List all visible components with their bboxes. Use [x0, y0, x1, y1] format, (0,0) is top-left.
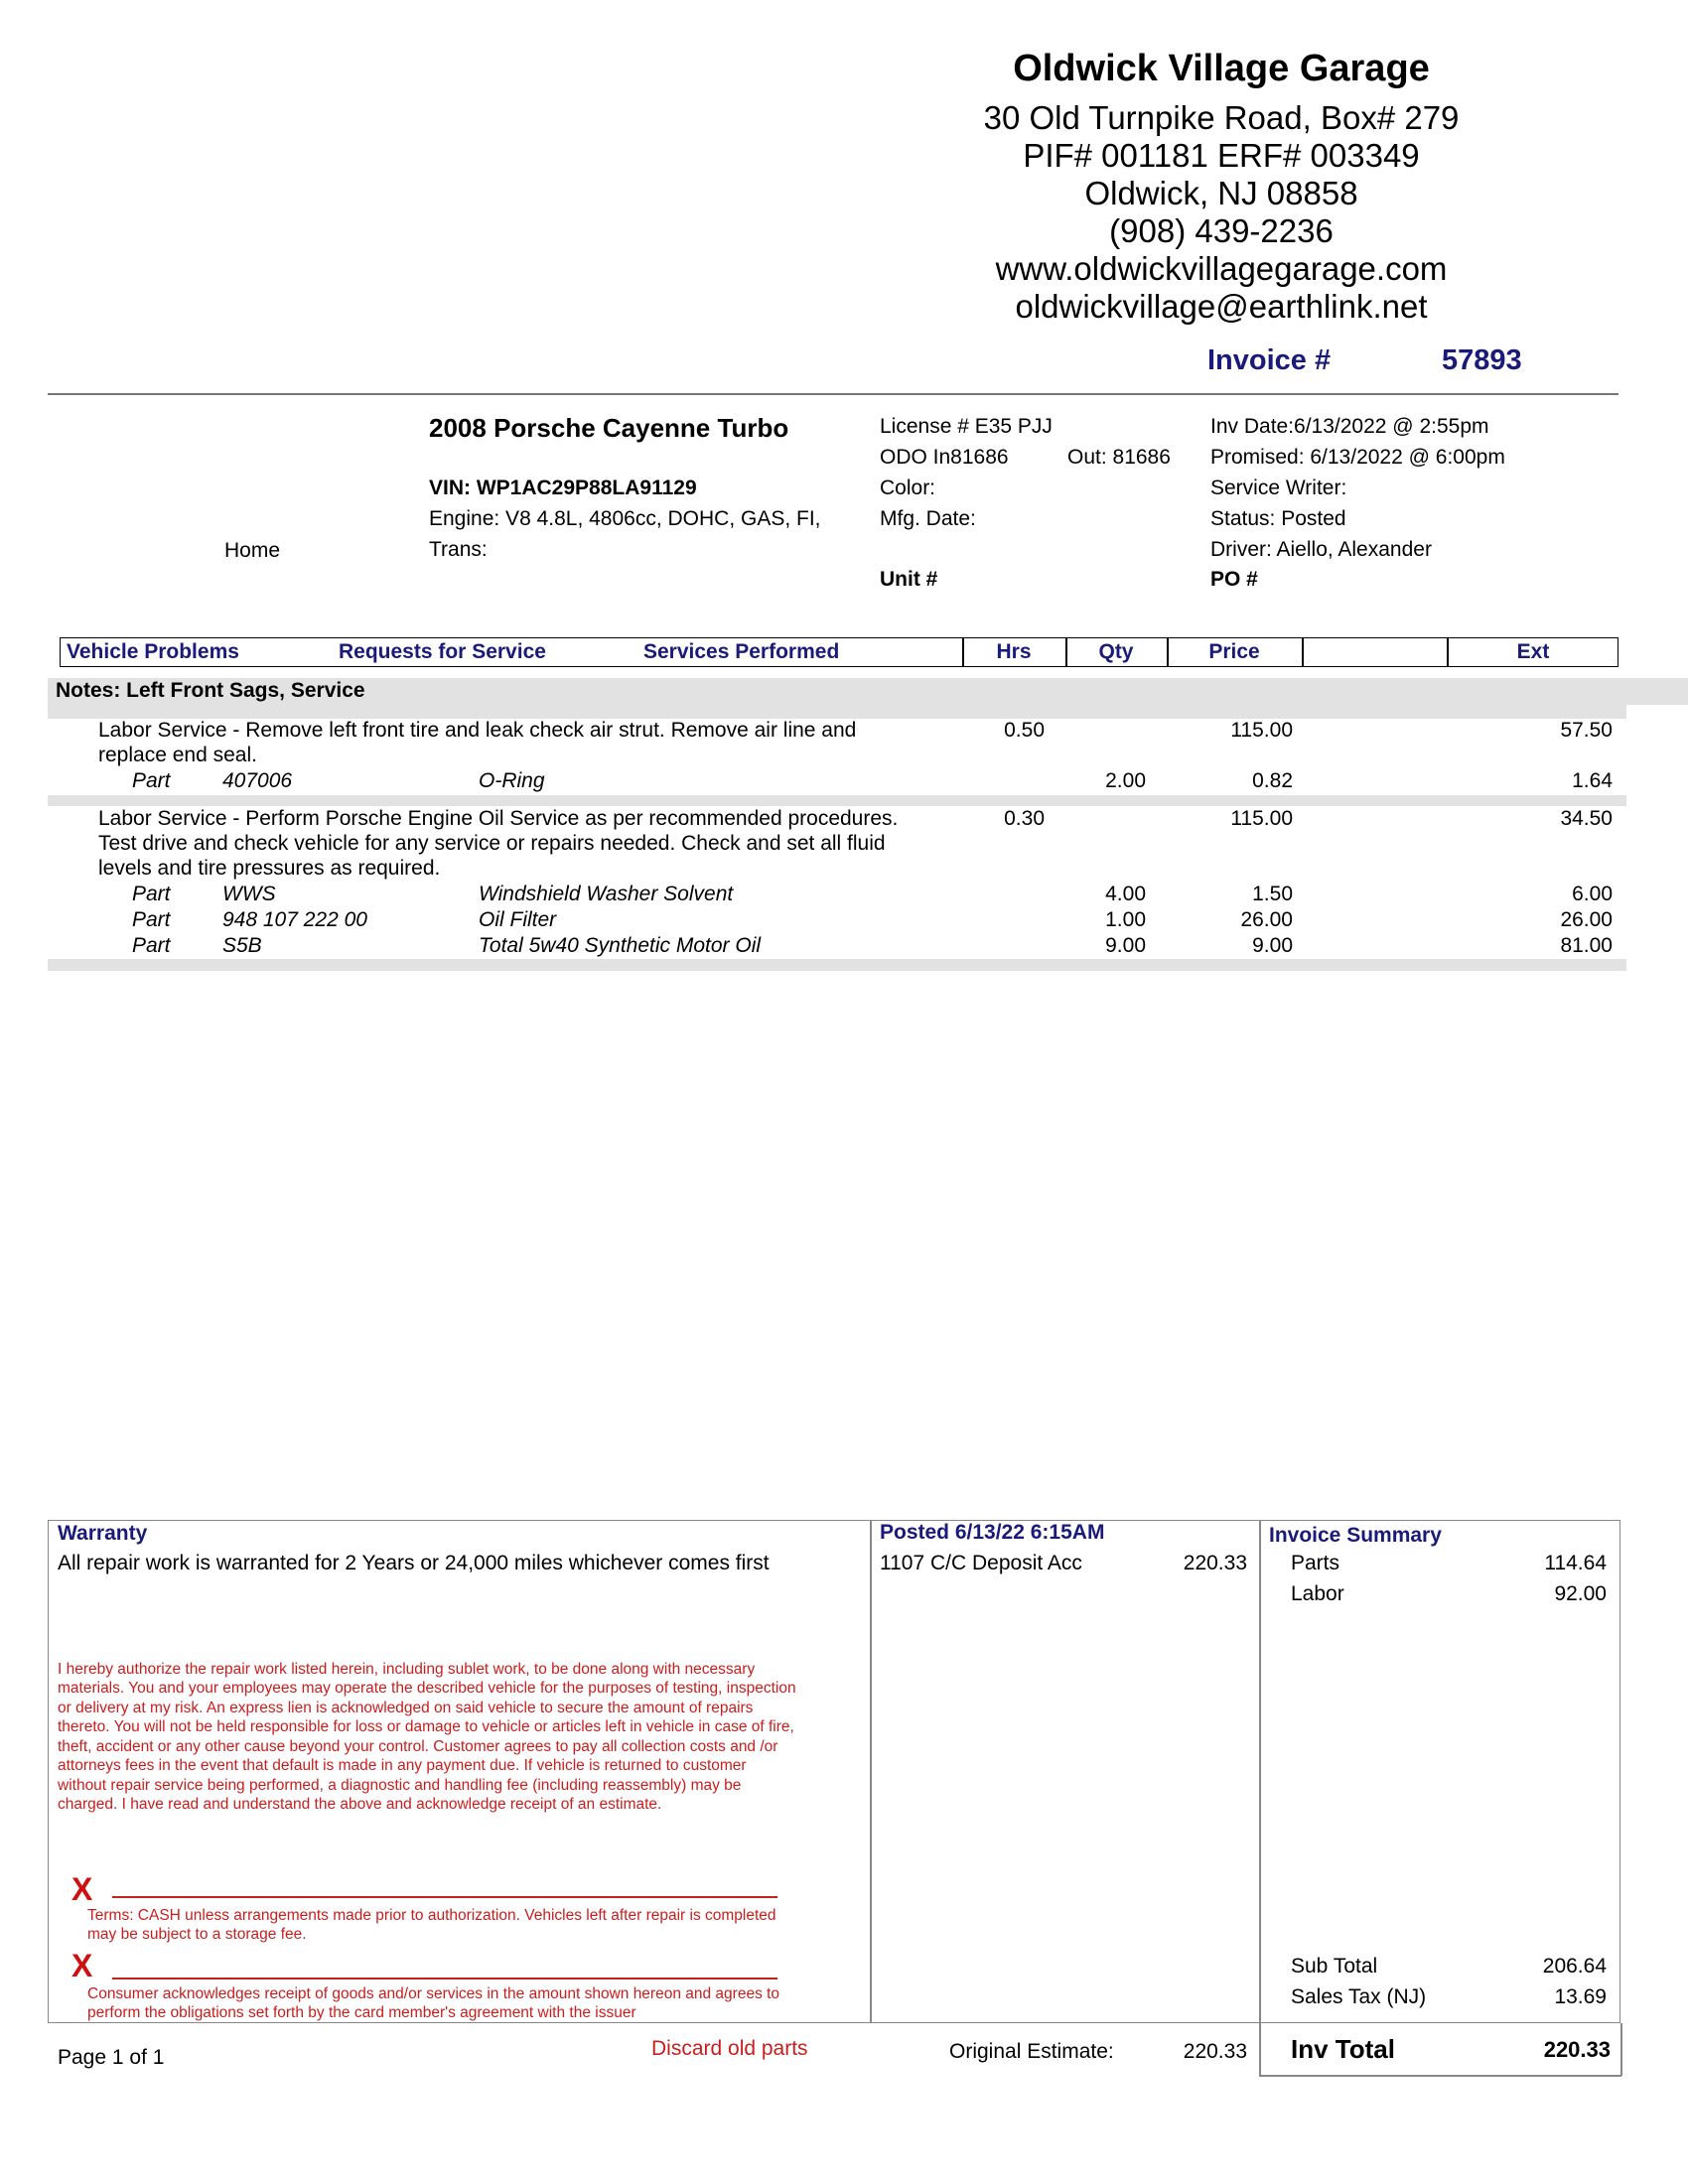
auth-line-1: I hereby authorize the repair work listed herein, including sublet work, to be done along with necessary [58, 1661, 756, 1678]
col-services-performed: Services Performed [643, 640, 840, 663]
estimate-amount: 220.33 [1183, 2040, 1247, 2063]
part-desc: Windshield Washer Solvent [479, 883, 734, 905]
payment-amount: 220.33 [1183, 1552, 1247, 1574]
shop-email: oldwickvillage@earthlink.net [1015, 288, 1428, 325]
job-2-price: 115.00 [1230, 807, 1293, 830]
summary-tax-label: Sales Tax (NJ) [1291, 1985, 1427, 2008]
summary-tax: 13.69 [1554, 1985, 1607, 2008]
discard-old-parts: Discard old parts [651, 2037, 808, 2060]
vehicle-title: 2008 Porsche Cayenne Turbo [429, 413, 789, 443]
col-price: Price [1208, 640, 1260, 663]
vehicle-unit: Unit # [880, 568, 938, 591]
summary-subtotal: 206.64 [1542, 1955, 1607, 1978]
signature-line[interactable] [112, 1978, 777, 1979]
part-desc: Total 5w40 Synthetic Motor Oil [479, 934, 762, 957]
part-price: 26.00 [1240, 908, 1293, 931]
vehicle-odo-out: Out: 81686 [1067, 446, 1171, 469]
shop-website: www.oldwickvillagegarage.com [995, 250, 1448, 287]
part-ext: 1.64 [1572, 769, 1613, 792]
consumer-line-1: Consumer acknowledges receipt of goods and/or services in the amount shown hereon and agrees to [87, 1985, 780, 2002]
auth-line-7: without repair service being performed, a diagnostic and handling fee (including reassembly) may be [58, 1777, 742, 1794]
invoice-number: 57893 [1442, 344, 1522, 376]
part-desc: O-Ring [479, 769, 545, 792]
job-2-labor-line-1: Labor Service - Perform Porsche Engine Oil Service as per recommended procedures. [98, 807, 899, 830]
job-notes: Notes: Left Front Sags, Service [56, 679, 365, 702]
consumer-line-2: perform the obligations set forth by the card member's agreement with the issuer [87, 2004, 636, 2021]
vehicle-odo-in: ODO In81686 [880, 446, 1009, 469]
part-type: Part [132, 908, 171, 931]
part-qty: 1.00 [1105, 908, 1146, 931]
posted-date: Posted 6/13/22 6:15AM [880, 1521, 1105, 1544]
job-2-hrs: 0.30 [1004, 807, 1045, 830]
promised-date: Promised: 6/13/2022 @ 6:00pm [1210, 446, 1505, 469]
vehicle-mfg-date: Mfg. Date: [880, 507, 976, 530]
part-qty: 4.00 [1105, 883, 1146, 905]
summary-subtotal-label: Sub Total [1291, 1955, 1378, 1978]
col-requests: Requests for Service [339, 640, 546, 663]
job-2-labor-line-3: levels and tire pressures as required. [98, 857, 441, 880]
status: Status: Posted [1210, 507, 1346, 530]
auth-line-8: charged. I have read and understand the above and acknowledge receipt of an estimate. [58, 1796, 662, 1813]
part-price: 0.82 [1252, 769, 1293, 792]
auth-line-2: materials. You and your employees may operate the described vehicle for the purposes of testing, inspection [58, 1680, 796, 1697]
auth-line-6: attorneys fees in the event that default is made in any payment due. If vehicle is returned to customer [58, 1757, 747, 1774]
shop-city: Oldwick, NJ 08858 [1084, 175, 1358, 211]
part-type: Part [132, 883, 171, 905]
part-number: 948 107 222 00 [222, 908, 367, 931]
part-ext: 81.00 [1560, 934, 1613, 957]
auth-line-3: or delivery at my risk. An express lien is acknowledged on said vehicle to secure the amount of repairs [58, 1700, 754, 1716]
terms-line-2: may be subject to a storage fee. [87, 1926, 307, 1943]
col-ext: Ext [1516, 640, 1550, 663]
part-price: 9.00 [1252, 934, 1293, 957]
part-qty: 2.00 [1105, 769, 1146, 792]
summary-total-label: Inv Total [1291, 2034, 1395, 2064]
part-number: S5B [222, 934, 262, 957]
summary-parts-label: Parts [1291, 1552, 1340, 1574]
job-1-labor-line-1: Labor Service - Remove left front tire and leak check air strut. Remove air line and [98, 719, 857, 742]
estimate-label: Original Estimate: [949, 2040, 1114, 2063]
part-qty: 9.00 [1105, 934, 1146, 957]
col-hrs: Hrs [996, 640, 1032, 663]
job-1-ext: 57.50 [1560, 719, 1613, 742]
job-1-labor-line-2: replace end seal. [98, 744, 257, 766]
auth-line-4: thereto. You will not be held responsible for loss or damage to vehicle or articles left in vehicle in case of fire, [58, 1718, 794, 1735]
driver: Driver: Aiello, Alexander [1210, 538, 1432, 561]
service-writer: Service Writer: [1210, 477, 1347, 499]
signature-x-mark: X [71, 1948, 93, 1983]
warranty-text: All repair work is warranted for 2 Years or 24,000 miles whichever comes first [58, 1552, 770, 1574]
signature-line[interactable] [112, 1896, 777, 1898]
warranty-title: Warranty [58, 1522, 148, 1545]
part-number: 407006 [222, 769, 293, 792]
shop-ids: PIF# 001181 ERF# 003349 [1023, 137, 1420, 174]
customer-location: Home [224, 539, 281, 562]
vehicle-trans: Trans: [429, 538, 488, 561]
job-2-labor-line-2: Test drive and check vehicle for any service or repairs needed. Check and set all fluid [98, 832, 886, 855]
shop-phone: (908) 439-2236 [1109, 212, 1334, 249]
job-1-price: 115.00 [1230, 719, 1293, 742]
vehicle-license: License # E35 PJJ [880, 415, 1053, 438]
summary-title: Invoice Summary [1269, 1524, 1442, 1547]
shop-name: Oldwick Village Garage [1013, 48, 1430, 89]
vehicle-vin: VIN: WP1AC29P88LA91129 [429, 477, 697, 499]
summary-labor-label: Labor [1291, 1582, 1344, 1605]
part-ext: 26.00 [1560, 908, 1613, 931]
part-ext: 6.00 [1572, 883, 1613, 905]
vehicle-color: Color: [880, 477, 936, 499]
auth-line-5: theft, accident or any other cause beyond your control. Customer agrees to pay all collection costs and /or [58, 1738, 778, 1755]
col-vehicle-problems: Vehicle Problems [67, 640, 239, 663]
part-number: WWS [222, 883, 276, 905]
part-desc: Oil Filter [479, 908, 557, 931]
table-header [60, 637, 1618, 667]
job-1-hrs: 0.50 [1004, 719, 1045, 742]
shop-address: 30 Old Turnpike Road, Box# 279 [983, 99, 1460, 136]
part-price: 1.50 [1252, 883, 1293, 905]
summary-labor: 92.00 [1554, 1582, 1607, 1605]
part-type: Part [132, 769, 171, 792]
payment-method: 1107 C/C Deposit Acc [880, 1552, 1082, 1574]
invoice-label: Invoice # [1207, 344, 1332, 376]
summary-total: 220.33 [1543, 2037, 1611, 2062]
header-divider [48, 393, 1618, 395]
summary-parts: 114.64 [1544, 1552, 1607, 1574]
col-qty: Qty [1098, 640, 1134, 663]
inv-date: Inv Date:6/13/2022 @ 2:55pm [1210, 415, 1489, 438]
job-2-ext: 34.50 [1560, 807, 1613, 830]
vehicle-engine: Engine: V8 4.8L, 4806cc, DOHC, GAS, FI, [429, 507, 821, 530]
signature-x-mark: X [71, 1871, 93, 1907]
page-number: Page 1 of 1 [58, 2046, 165, 2069]
terms-line-1: Terms: CASH unless arrangements made prior to authorization. Vehicles left after repair is completed [87, 1907, 776, 1924]
part-type: Part [132, 934, 171, 957]
po-number: PO # [1210, 568, 1258, 591]
